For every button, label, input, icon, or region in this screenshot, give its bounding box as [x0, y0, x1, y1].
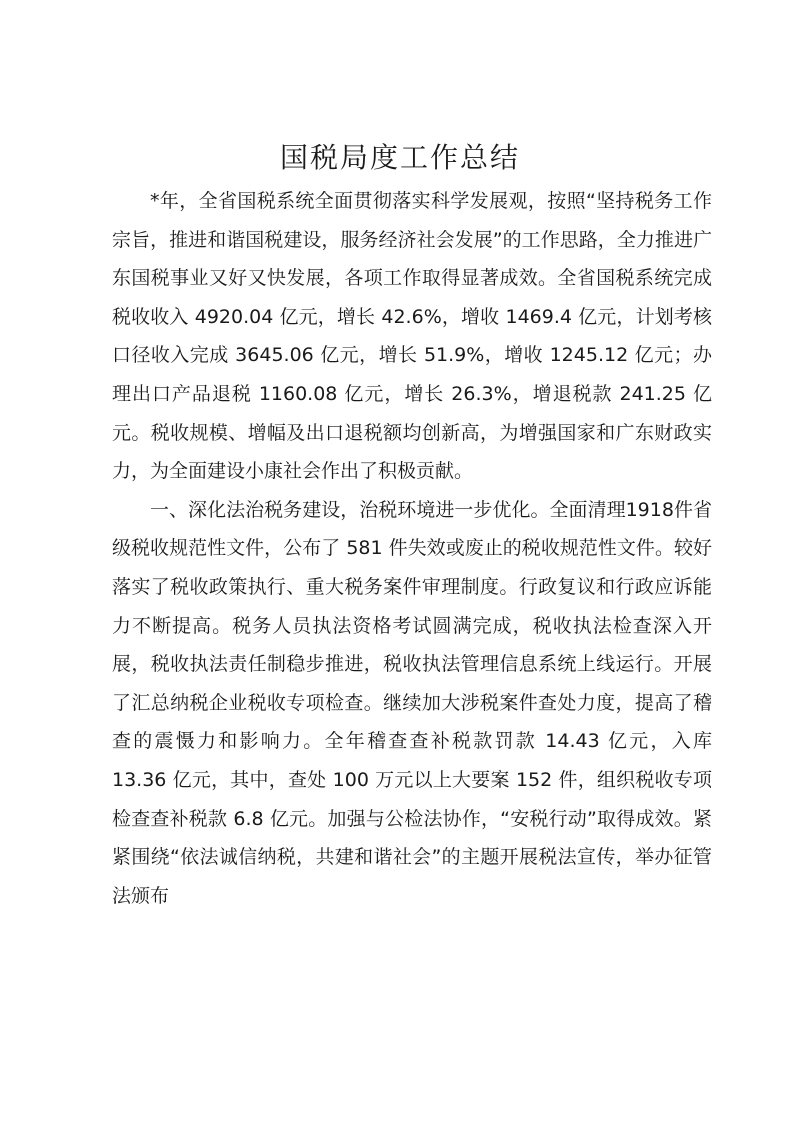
paragraph-intro: *年，全省国税系统全面贯彻落实科学发展观，按照“坚持税务工作宗旨，推进和谐国税建设，服务经济社会发展”的工作思路，全力推进广东国税事业又好又快发展，各项工作取得显著成效。全省国税系统完成税收收入 4920.04 亿元，增长 42.6%，增收 1469.4 亿元，计划考核口径收入完成 3645.06 亿元，增长 51.9%，增收 1245.12 亿元；办理出口产品退税 1160.08 亿元，增长 26.3%，增退税款 241.25 亿元。税收规模、增幅及出口退税额均创新高，为增强国家和广东财政实力，为全面建设小康社会作出了积极贡献。 [112, 190, 712, 483]
paragraph-section-1: 一、深化法治税务建设，治税环境进一步优化。全面清理1918件省级税收规范性文件，公布了 581 件失效或废止的税收规范性文件。较好落实了税收政策执行、重大税务案件审理制度。行政复议和行政应诉能力不断提高。税务人员执法资格考试圆满完成，税收执法检查深入开展，税收执法责任制稳步推进，税收执法管理信息系统上线运行。开展了汇总纳税企业税收专项检查。继续加大涉税案件查处力度，提高了稽查的震慑力和影响力。全年稽查查补税款罚款 14.43 亿元，入库 13.36 亿元，其中，查处 100 万元以上大要案 152 件，组织税收专项检查查补税款 6.8 亿元。加强与公检法协作，“安税行动”取得成效。紧紧围绕“依法诚信纳税，共建和谐社会”的主题开展税法宣传，举办征管法颁布 [112, 498, 712, 907]
document-title: 国税局度工作总结 [279, 141, 520, 174]
document-body [112, 182, 712, 915]
